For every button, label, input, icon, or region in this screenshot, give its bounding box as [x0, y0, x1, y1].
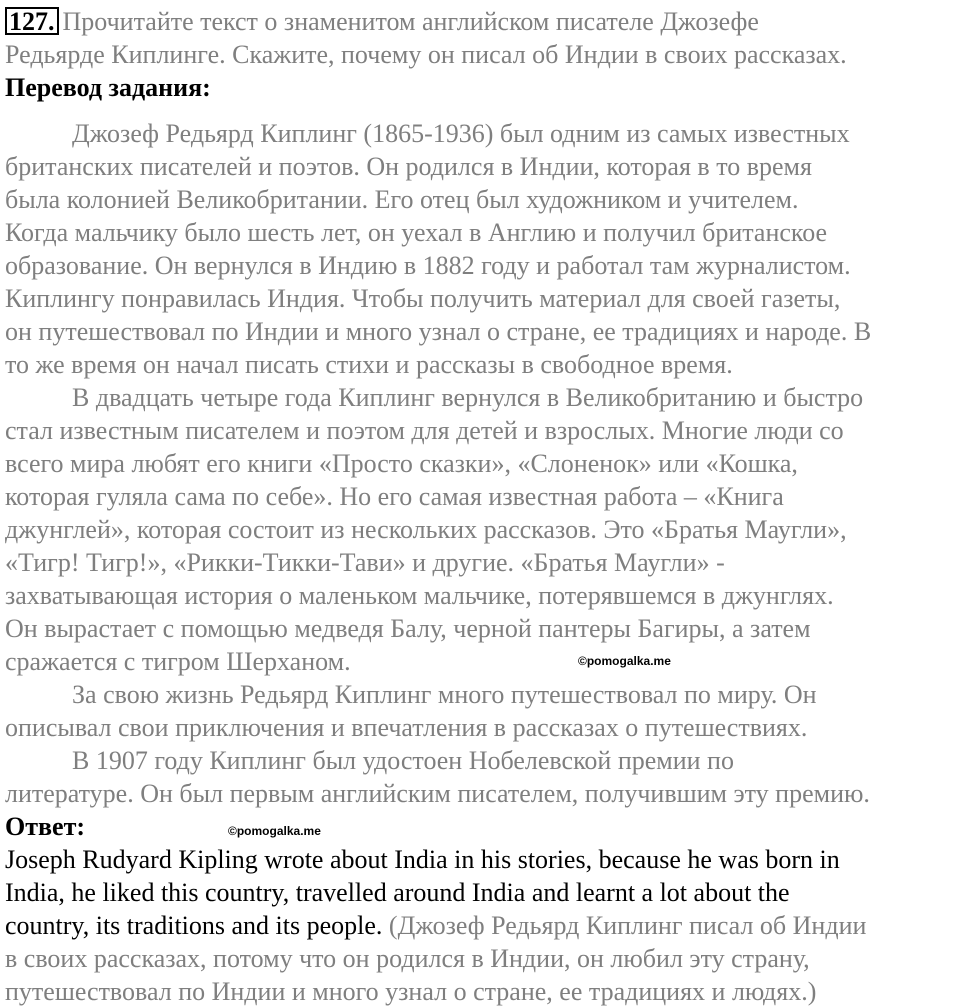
task-number: 127. — [5, 7, 59, 35]
text-line: которая гуляла сама по себе». Но его самая известная работа – «Книга — [5, 482, 784, 511]
task-text-line-1: Прочитайте текст о знаменитом английском писателе Джозефе — [62, 7, 759, 36]
translation-heading: Перевод задания: — [5, 73, 211, 102]
text-line: Киплингу понравилась Индия. Чтобы получить материал для своей газеты, — [5, 284, 841, 313]
text-line: то же время он начал писать стихи и рассказы в свободное время. — [5, 350, 733, 379]
answer-mixed-line — [5, 909, 866, 942]
task-line-2: Редьярде Киплинге. Скажите, почему он писал об Индии в своих рассказах. — [5, 40, 847, 69]
text-line: Джозеф Редьярд Киплинг (1865-1936) был одним из самых известных — [72, 119, 850, 148]
text-line: В 1907 году Киплинг был удостоен Нобелевской премии по — [72, 746, 734, 775]
text-line: литературе. Он был первым английским писателем, получившим эту премию. — [5, 779, 870, 808]
text-line: «Тигр! Тигр!», «Рикки-Тикки-Тави» и другие. «Братья Маугли» - — [5, 548, 725, 577]
watermark: ©pomogalka.me — [228, 824, 321, 838]
text-line: В двадцать четыре года Киплинг вернулся в Великобританию и быстро — [72, 383, 864, 412]
text-line: всего мира любят его книги «Просто сказки», «Слоненок» или «Кошка, — [5, 449, 798, 478]
text-line: За свою жизнь Редьярд Киплинг много путешествовал по миру. Он — [72, 680, 817, 709]
task-line-1 — [5, 5, 759, 38]
text-line: стал известным писателем и поэтом для детей и взрослых. Многие люди со — [5, 416, 844, 445]
answer-heading: Ответ: — [5, 812, 86, 841]
answer-en-line: India, he liked this country, travelled around India and learnt a lot about the — [5, 878, 790, 907]
text-line: описывал свои приключения и впечатления в рассказах о путешествиях. — [5, 713, 808, 742]
text-line: захватывающая история о маленьком мальчике, потерявшемся в джунглях. — [5, 581, 834, 610]
answer-ru-line: в своих рассказах, потому что он родился в Индии, он любил эту страну, — [5, 944, 810, 973]
text-line: британских писателей и поэтов. Он родился в Индии, которая в то время — [5, 152, 812, 181]
answer-ru-line: путешествовал по Индии и много узнал о стране, ее традициях и людях.) — [5, 977, 817, 1006]
answer-en-line: Joseph Rudyard Kipling wrote about India in his stories, because he was born in — [5, 845, 840, 874]
answer-ru-line: (Джозеф Редьярд Киплинг писал об Индии — [388, 911, 867, 940]
text-line: образование. Он вернулся в Индию в 1882 году и работал там журналистом. — [5, 251, 851, 280]
text-line: сражается с тигром Шерханом. — [5, 647, 351, 676]
text-line: Когда мальчику было шесть лет, он уехал в Англию и получил британское — [5, 218, 828, 247]
text-line: он путешествовал по Индии и много узнал о стране, ее традициях и народе. В — [5, 317, 872, 346]
text-line: Он вырастает с помощью медведя Балу, черной пантеры Багиры, а затем — [5, 614, 811, 643]
text-line: джунглей», которая состоит из нескольких рассказов. Это «Братья Маугли», — [5, 515, 847, 544]
watermark: ©pomogalka.me — [578, 654, 671, 668]
text-line: была колонией Великобритании. Его отец был художником и учителем. — [5, 185, 799, 214]
answer-en-line: country, its traditions and its people. — [5, 911, 383, 940]
